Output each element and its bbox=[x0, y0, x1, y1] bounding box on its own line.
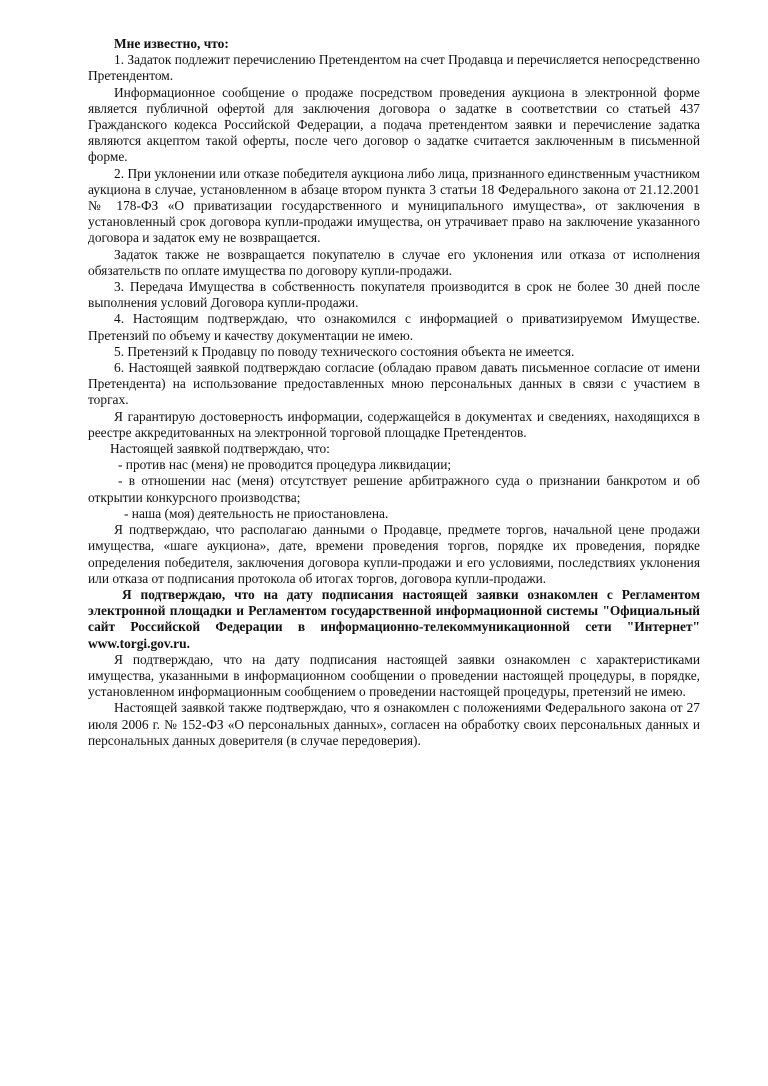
list-item-3: - наша (моя) деятельность не приостановлена. bbox=[124, 505, 389, 521]
paragraph-16: Я подтверждаю, что на дату подписания настоящей заявки ознакомлен с характеристиками имущества, указанными в информационном сообщении о проведении настоящей процедуры, в порядке, установленном информационным сообщением о проведении настоящей процедуры, претензий не имею. bbox=[88, 651, 700, 700]
paragraph-10: Настоящей заявкой подтверждаю, что: bbox=[110, 441, 330, 457]
paragraph-9: Я гарантирую достоверность информации, содержащейся в документах и сведениях, находящихся в реестре аккредитованных на электронной торговой площадке Претендентов. bbox=[88, 408, 700, 440]
paragraph-17: Настоящей заявкой также подтверждаю, что я ознакомлен с положениями Федерального закона от 27 июля 2006 г. № 152-ФЗ «О персональных данных», согласен на обработку своих персональных данных и персональных данных доверителя (в случае передоверия). bbox=[88, 700, 700, 748]
paragraph-14: Я подтверждаю, что располагаю данными о Продавце, предмете торгов, начальной цене продажи имущества, «шаге аукциона», дате, времени проведения торгов, порядке их проведения, порядке определения победителя, заключения договора купли-продажи и его условиями, последствиях уклонения или отказа от подписания протокола об итогах торгов, договора купли-продажи. bbox=[88, 522, 700, 586]
paragraph-3: 2. При уклонении или отказе победителя аукциона либо лица, признанного единственным участником аукциона в случае, установленном в абзаце втором пункта 3 статьи 18 Федерального закона от 21.12.2001 № 178-ФЗ «О приватизации государственного и муниципального имущества», от заключения в установленный срок договора купли-продажи имущества, он утрачивает право на заключение указанного договора и задаток ему не возвращается. bbox=[88, 165, 700, 246]
paragraph-1: 1. Задаток подлежит перечислению Претендентом на счет Продавца и перечисляется непосредственно Претендентом. bbox=[88, 52, 700, 84]
paragraph-7: 5. Претензий к Продавцу по поводу технического состояния объекта не имеется. bbox=[114, 343, 575, 359]
paragraph-6: 4. Настоящим подтверждаю, что ознакомился с информацией о приватизируемом Имуществе. Претензий по объему и качеству документации не имею. bbox=[88, 311, 700, 343]
paragraph-4: Задаток также не возвращается покупателю в случае его уклонения или отказа от исполнения обязательств по оплате имущества по договору купли-продажи. bbox=[88, 246, 700, 278]
list-item-1: - против нас (меня) не проводится процедура ликвидации; bbox=[118, 457, 452, 473]
paragraph-8: 6. Настоящей заявкой подтверждаю согласие (обладаю правом давать письменное согласие от имени Претендента) на использование предоставленных мною персональных данных в связи с участием в торгах. bbox=[88, 360, 700, 408]
paragraph-5: 3. Передача Имущества в собственность покупателя производится в срок не более 30 дней после выполнения условий Договора купли-продажи. bbox=[88, 279, 700, 311]
paragraph-bold: Я подтверждаю, что на дату подписания настоящей заявки ознакомлен с Регламентом электронной площадки и Регламентом государственной информационной системы "Официальный сайт Российской Федерации в информационно-телекоммуникационной сети "Интернет" www.torgi.gov.ru. bbox=[88, 586, 700, 651]
heading: Мне известно, что: bbox=[114, 36, 229, 51]
list-item-2: - в отношении нас (меня) отсутствует решение арбитражного суда о признании банкротом и об открытии конкурсного производства; bbox=[88, 473, 700, 505]
document-body bbox=[88, 36, 700, 749]
paragraph-2: Информационное сообщение о продаже посредством проведения аукциона в электронной форме является публичной офертой для заключения договора о задатке в соответствии со статьей 437 Гражданского кодекса Российской Федерации, а подача претендентом заявки и перечисление задатка являются акцептом такой оферты, после чего договор о задатке считается заключенным в письменной форме. bbox=[88, 84, 700, 165]
